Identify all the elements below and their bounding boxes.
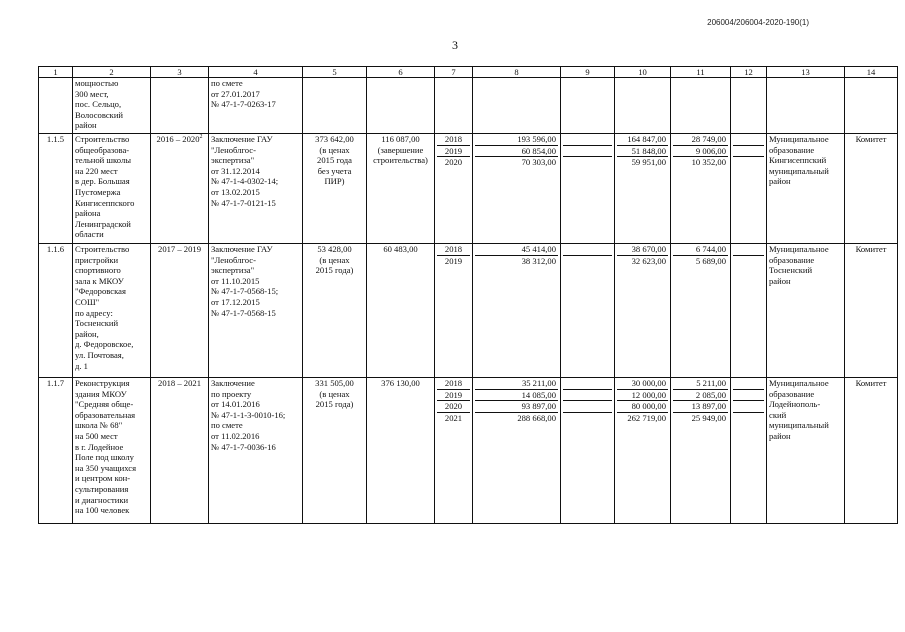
cell-line: № 47-1-7-0121-15 bbox=[211, 197, 276, 208]
cell-line: муниципальный bbox=[769, 420, 829, 431]
cell-line: экспертиза" bbox=[211, 155, 255, 166]
remaining-cost bbox=[367, 134, 435, 244]
expertise-basis bbox=[209, 378, 303, 524]
cell-line: № 47-1-7-0036-16 bbox=[211, 441, 276, 452]
year-value: 28 749,00 bbox=[673, 134, 728, 145]
cell-line: от 11.02.2016 bbox=[211, 430, 260, 441]
year-value: 80 000,00 bbox=[617, 401, 668, 413]
cell-line: Кингисеппский bbox=[769, 155, 827, 166]
year-value bbox=[563, 255, 612, 266]
cell-line: 300 мест, bbox=[75, 88, 109, 99]
executor bbox=[845, 78, 898, 134]
period-text: 2018 – 2021 bbox=[158, 378, 201, 388]
column-header-10: 10 bbox=[615, 67, 671, 78]
cell-line: район bbox=[769, 176, 791, 187]
cell-line: № 47-1-4-0302-14; bbox=[211, 176, 279, 187]
cell-line: район, bbox=[75, 328, 99, 339]
year-value bbox=[733, 378, 764, 389]
year-value bbox=[733, 244, 764, 255]
cell-line: мощностью bbox=[75, 78, 119, 88]
cell-line: образование bbox=[769, 254, 815, 265]
column-header-3: 3 bbox=[151, 67, 209, 78]
cell-line: на 350 учащихся bbox=[75, 462, 137, 473]
table-row bbox=[39, 78, 898, 134]
year-value: 2021 bbox=[444, 412, 463, 423]
cell-line: (в ценах bbox=[319, 144, 350, 155]
year-value: 25 949,00 bbox=[691, 412, 726, 423]
item-number: 1.1.6 bbox=[39, 244, 73, 378]
cell-line: сультирования bbox=[75, 483, 129, 494]
cell-line: Заключение bbox=[211, 378, 255, 388]
local-cell bbox=[671, 244, 731, 378]
cell-line: "Леноблгос- bbox=[211, 254, 256, 265]
column-header-13: 13 bbox=[767, 67, 845, 78]
year-value bbox=[733, 255, 764, 266]
executor: Комитет bbox=[845, 244, 898, 378]
cell-line: Поле под школу bbox=[75, 452, 134, 463]
cell-line: район bbox=[75, 120, 97, 131]
cell-line: 331 505,00 bbox=[315, 378, 354, 388]
amounts-cell bbox=[473, 244, 561, 378]
year-value bbox=[563, 157, 612, 168]
local-cell bbox=[671, 78, 731, 134]
cell-line: от 17.12.2015 bbox=[211, 296, 260, 307]
period-footnote: 2 bbox=[199, 134, 203, 141]
item-number: 1.1.5 bbox=[39, 134, 73, 244]
year-value: 6 744,00 bbox=[673, 244, 728, 255]
column-header-7: 7 bbox=[435, 67, 473, 78]
year-value: 262 719,00 bbox=[627, 412, 666, 423]
column-header-6: 6 bbox=[367, 67, 435, 78]
year-value: 13 897,00 bbox=[673, 401, 728, 413]
cell-line: по проекту bbox=[211, 388, 252, 399]
cell-line: № 47-1-7-0263-17 bbox=[211, 99, 276, 110]
customer bbox=[767, 78, 845, 134]
table-row bbox=[39, 134, 898, 244]
year-value bbox=[733, 134, 764, 145]
federal-cell bbox=[561, 78, 615, 134]
cell-line: Кингисеппского bbox=[75, 197, 135, 208]
cell-line: "Средняя обще- bbox=[75, 399, 134, 410]
construction-period bbox=[151, 378, 209, 524]
year-value bbox=[563, 244, 612, 255]
federal-cell bbox=[561, 244, 615, 378]
cell-line: на 100 человек bbox=[75, 505, 130, 516]
year-value: 30 000,00 bbox=[617, 378, 668, 389]
cell-line: образование bbox=[769, 144, 815, 155]
object-name bbox=[73, 78, 151, 134]
year-value: 2019 bbox=[437, 389, 470, 401]
customer bbox=[767, 244, 845, 378]
cell-line: по смете bbox=[211, 78, 243, 88]
year-value: 32 623,00 bbox=[631, 255, 666, 266]
year-value bbox=[733, 401, 764, 413]
cell-line: № 47-1-7-0568-15 bbox=[211, 307, 276, 318]
cell-line: (в ценах bbox=[319, 254, 350, 265]
document-id: 206004/206004-2020-190(1) bbox=[707, 18, 809, 27]
cell-line: зала к МКОУ bbox=[75, 275, 124, 286]
cell-line: 116 087,00 bbox=[381, 134, 420, 144]
extra-cell bbox=[731, 134, 767, 244]
cell-line: район bbox=[769, 275, 791, 286]
local-cell bbox=[671, 378, 731, 524]
cell-line: по смете bbox=[211, 420, 243, 431]
year-value: 2 085,00 bbox=[673, 389, 728, 401]
cell-line: Заключение ГАУ bbox=[211, 244, 273, 254]
cell-line: и центром кон- bbox=[75, 473, 131, 484]
years-cell bbox=[435, 244, 473, 378]
federal-cell bbox=[561, 378, 615, 524]
cell-line: по адресу: bbox=[75, 307, 113, 318]
table-row bbox=[39, 244, 898, 378]
cell-line: Тосненский bbox=[75, 318, 119, 329]
year-value: 2019 bbox=[444, 255, 463, 266]
cell-line: "Федоровская bbox=[75, 286, 126, 297]
expertise-basis bbox=[209, 134, 303, 244]
cell-line: район bbox=[769, 430, 791, 441]
cell-line: района bbox=[75, 208, 101, 219]
item-number bbox=[39, 78, 73, 134]
period-text: 2017 – 2019 bbox=[158, 244, 201, 254]
year-value bbox=[733, 145, 764, 157]
column-header-5: 5 bbox=[303, 67, 367, 78]
cell-line: в г. Лодейное bbox=[75, 441, 124, 452]
year-value: 14 085,00 bbox=[475, 389, 558, 401]
year-value: 2018 bbox=[437, 378, 470, 389]
year-value bbox=[733, 412, 764, 423]
cell-line: Тосненский bbox=[769, 265, 813, 276]
cell-line: области bbox=[75, 229, 104, 240]
year-value: 38 670,00 bbox=[617, 244, 668, 255]
remaining-cost bbox=[367, 244, 435, 378]
year-value: 193 596,00 bbox=[475, 134, 558, 145]
table-row bbox=[39, 378, 898, 524]
cell-line: тельной школы bbox=[75, 155, 132, 166]
estimated-cost bbox=[303, 134, 367, 244]
investment-table bbox=[38, 66, 898, 524]
year-value: 59 951,00 bbox=[631, 157, 666, 168]
column-header-14: 14 bbox=[845, 67, 898, 78]
year-value bbox=[733, 389, 764, 401]
year-value: 9 006,00 bbox=[673, 145, 728, 157]
cell-line: пос. Сельцо, bbox=[75, 99, 122, 110]
estimated-cost bbox=[303, 78, 367, 134]
remaining-cost bbox=[367, 78, 435, 134]
column-header-12: 12 bbox=[731, 67, 767, 78]
year-value: 60 854,00 bbox=[475, 145, 558, 157]
executor: Комитет bbox=[845, 378, 898, 524]
cell-line: от 27.01.2017 bbox=[211, 88, 260, 99]
cell-line: № 47-1-1-3-0010-16; bbox=[211, 409, 286, 420]
cell-line: Волосовский bbox=[75, 109, 124, 120]
cell-line: ул. Почтовая, bbox=[75, 349, 124, 360]
cell-line: (завершение bbox=[377, 144, 424, 155]
year-value: 2018 bbox=[437, 244, 470, 255]
year-value: 2020 bbox=[444, 157, 463, 168]
year-value: 93 897,00 bbox=[475, 401, 558, 413]
customer bbox=[767, 134, 845, 244]
year-value: 10 352,00 bbox=[691, 157, 726, 168]
cell-line: Строительство bbox=[75, 244, 130, 254]
column-header-1: 1 bbox=[39, 67, 73, 78]
cell-line: д. Федоровское, bbox=[75, 339, 134, 350]
cell-line: пристройки bbox=[75, 254, 119, 265]
cell-line: строительства) bbox=[373, 155, 428, 166]
object-name bbox=[73, 244, 151, 378]
expertise-basis bbox=[209, 78, 303, 134]
column-header-8: 8 bbox=[473, 67, 561, 78]
year-value bbox=[563, 401, 612, 413]
construction-period bbox=[151, 134, 209, 244]
cell-line: от 31.12.2014 bbox=[211, 165, 260, 176]
year-value: 38 312,00 bbox=[521, 255, 556, 266]
year-value: 2020 bbox=[437, 401, 470, 413]
column-header-11: 11 bbox=[671, 67, 731, 78]
cell-line: "Леноблгос- bbox=[211, 144, 256, 155]
years-cell bbox=[435, 78, 473, 134]
year-value: 35 211,00 bbox=[475, 378, 558, 389]
year-value bbox=[733, 157, 764, 168]
cell-line: 53 428,00 bbox=[317, 244, 352, 254]
year-value bbox=[563, 134, 612, 145]
column-number-row bbox=[39, 67, 898, 78]
cell-line: на 500 мест bbox=[75, 430, 118, 441]
cell-line: Пустомержа bbox=[75, 186, 121, 197]
amounts-cell bbox=[473, 378, 561, 524]
cell-line: муниципальный bbox=[769, 165, 829, 176]
cell-line: образовательная bbox=[75, 409, 136, 420]
page-number: 3 bbox=[452, 38, 458, 52]
regional-cell bbox=[615, 78, 671, 134]
cell-line: образование bbox=[769, 388, 815, 399]
year-value: 288 668,00 bbox=[517, 412, 556, 423]
cell-line: Заключение ГАУ bbox=[211, 134, 273, 144]
remaining-cost bbox=[367, 378, 435, 524]
object-name bbox=[73, 134, 151, 244]
federal-cell bbox=[561, 134, 615, 244]
cell-line: общеобразова- bbox=[75, 144, 130, 155]
year-value: 2018 bbox=[437, 134, 470, 145]
year-value: 5 689,00 bbox=[695, 255, 726, 266]
cell-line: № 47-1-7-0568-15; bbox=[211, 286, 279, 297]
cell-line: СОШ" bbox=[75, 296, 100, 307]
year-value bbox=[563, 412, 612, 423]
cell-line: и диагностики bbox=[75, 494, 129, 505]
cell-line: 2015 года bbox=[317, 155, 352, 166]
cell-line: Реконструкция bbox=[75, 378, 130, 388]
cell-line: Муниципальное bbox=[769, 244, 829, 254]
cell-line: экспертиза" bbox=[211, 265, 255, 276]
year-value: 51 848,00 bbox=[617, 145, 668, 157]
year-value bbox=[563, 389, 612, 401]
cell-line: на 220 мест bbox=[75, 165, 118, 176]
column-header-9: 9 bbox=[561, 67, 615, 78]
cell-line: ский bbox=[769, 409, 787, 420]
years-cell bbox=[435, 378, 473, 524]
cell-line: Строительство bbox=[75, 134, 130, 144]
years-cell bbox=[435, 134, 473, 244]
customer bbox=[767, 378, 845, 524]
regional-cell bbox=[615, 378, 671, 524]
year-value: 5 211,00 bbox=[673, 378, 728, 389]
cell-line: школа № 68" bbox=[75, 420, 123, 431]
object-name bbox=[73, 378, 151, 524]
cell-line: в дер. Большая bbox=[75, 176, 130, 187]
cell-line: Муниципальное bbox=[769, 134, 829, 144]
cell-line: здания МКОУ bbox=[75, 388, 127, 399]
year-value: 70 303,00 bbox=[521, 157, 556, 168]
expertise-basis bbox=[209, 244, 303, 378]
column-header-4: 4 bbox=[209, 67, 303, 78]
cell-line: Ленинградской bbox=[75, 218, 131, 229]
cell-line: Лодейнополь- bbox=[769, 399, 821, 410]
cell-line: Муниципальное bbox=[769, 378, 829, 388]
construction-period bbox=[151, 78, 209, 134]
amounts-cell bbox=[473, 78, 561, 134]
local-cell bbox=[671, 134, 731, 244]
cell-line: ПИР) bbox=[324, 176, 345, 187]
cell-line: от 13.02.2015 bbox=[211, 186, 260, 197]
construction-period bbox=[151, 244, 209, 378]
cell-line: спортивного bbox=[75, 265, 121, 276]
extra-cell bbox=[731, 244, 767, 378]
year-value: 164 847,00 bbox=[617, 134, 668, 145]
year-value bbox=[563, 378, 612, 389]
extra-cell bbox=[731, 78, 767, 134]
regional-cell bbox=[615, 244, 671, 378]
cell-line: 373 642,00 bbox=[315, 134, 354, 144]
cell-line: от 11.10.2015 bbox=[211, 275, 260, 286]
amounts-cell bbox=[473, 134, 561, 244]
year-value bbox=[563, 145, 612, 157]
executor: Комитет bbox=[845, 134, 898, 244]
cell-line: 60 483,00 bbox=[383, 244, 418, 254]
estimated-cost bbox=[303, 244, 367, 378]
year-value: 12 000,00 bbox=[617, 389, 668, 401]
cell-line: 2015 года) bbox=[315, 265, 354, 276]
year-value: 45 414,00 bbox=[475, 244, 558, 255]
cell-line: от 14.01.2016 bbox=[211, 399, 260, 410]
estimated-cost bbox=[303, 378, 367, 524]
cell-line: (в ценах bbox=[319, 388, 350, 399]
cell-line: 2015 года) bbox=[315, 399, 354, 410]
year-value: 2019 bbox=[437, 145, 470, 157]
column-header-2: 2 bbox=[73, 67, 151, 78]
cell-line: д. 1 bbox=[75, 360, 88, 371]
period-text: 2016 – 2020 bbox=[156, 134, 200, 144]
cell-line: 376 130,00 bbox=[381, 378, 420, 388]
extra-cell bbox=[731, 378, 767, 524]
regional-cell bbox=[615, 134, 671, 244]
cell-line: без учета bbox=[317, 165, 352, 176]
item-number: 1.1.7 bbox=[39, 378, 73, 524]
